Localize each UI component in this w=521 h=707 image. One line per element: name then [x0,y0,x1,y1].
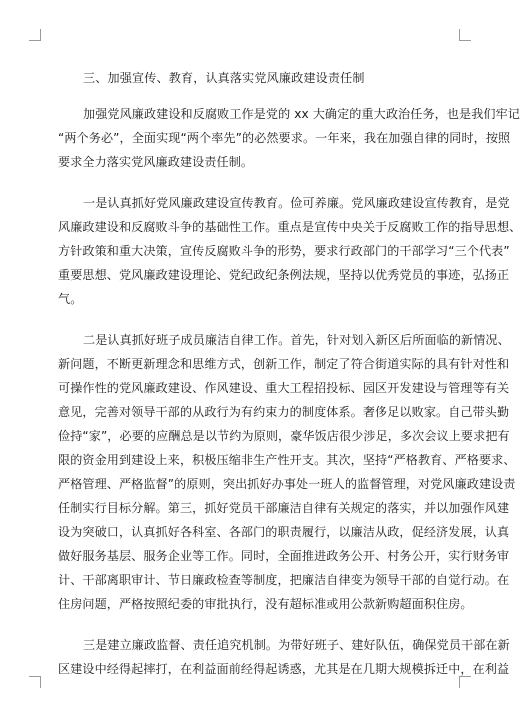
text-line: 方针政策和重大决策，宣传反腐败斗争的形势，要求行政部门的干部学习“三个代表” [58,244,510,258]
crop-mark-top-right [459,29,460,41]
text-line: “两个务必”，全面实现“两个率先”的必然要求。一年来，我在加强自律的同时，按照 [58,131,511,145]
text-line: 意见，完善对领导干部的从政行为有约束力的制度体系。奢侈足以败家。自己带头勤 [58,405,510,419]
text-line: 气。 [58,292,83,306]
text-line: 任制实行目标分解。第三，抓好党员干部廉洁自律有关规定的落实，并以加强作风建 [58,501,510,515]
crop-mark-bottom-right [459,676,471,677]
text-line: 风廉政建设和反腐败斗争的基础性工作。重点是宣传中央关于反腐败工作的指导思想、 [58,220,521,234]
crop-mark-top-left [40,29,41,41]
text-line: 三是建立廉政监督、责任追究机制。为带好班子、建好队伍，确保党员干部在新 [83,638,510,652]
crop-mark-bottom-right [459,676,460,688]
text-line: 二是认真抓好班子成员廉洁自律工作。首先，针对划入新区后所面临的新情况、 [83,333,510,347]
paragraph [58,328,516,616]
crop-mark-top-right [459,40,471,41]
text-line: 严格管理、严格监督”的原则，突出抓好办事处一班人的监督管理，对党风廉政建设责 [58,477,516,491]
text-line: 俭持“家”，必要的应酬总是以节约为原则，豪华饭店很少涉足，多次会议上要求把有 [58,429,510,443]
paragraph [58,191,521,311]
document-body [58,66,521,698]
text-line: 可操作性的党风廉政建设、作风建设、重大工程招投标、园区开发建设与管理等有关 [58,381,510,395]
text-line: 新问题，不断更新理念和思维方式，创新工作，制定了符合街道实际的具有针对性和 [58,357,510,371]
text-line: 区建设中经得起摔打，在利益面前经得起诱惑，尤其是在几期大规模拆迁中，在利益 [58,662,510,676]
text-line: 限的资金用到建设上来，积极压缩非生产性开支。其次，坚持“严格教育、严格要求、 [58,453,516,467]
crop-mark-bottom-left [40,676,41,688]
text-line: 计、干部离职审计、节日廉政检查等制度，把廉洁自律变为领导干部的自觉行动。在 [58,573,510,587]
text-line: 住房问题，严格按照纪委的审批执行，没有超标准或用公款新购超面积住房。 [58,597,473,611]
text-line: 加强党风廉政建设和反腐败工作是党的 xx 大确定的重大政治任务，也是我们牢记 [83,107,520,121]
text-line: 一是认真抓好党风廉政建设宣传教育。俭可养廉。党风廉政建设宣传教育，是党 [83,196,510,210]
text-line: 设为突破口，认真抓好各科室、各部门的职责履行，以廉洁从政，促经济发展，认真 [58,525,510,539]
text-line: 要求全力落实党风廉政建设责任制。 [58,155,254,169]
text-line: 重要思想、党风廉政建设理论、党纪政纪条例法规，坚持以优秀党员的事迹，弘扬正 [58,268,510,282]
section-heading: 三、加强宣传、教育，认真落实党风廉政建设责任制 [83,71,365,85]
paragraph [58,102,520,174]
paragraph [58,633,510,681]
text-line: 做好服务基层、服务企业等工作。同时，全面推进政务公开、村务公开，实行财务审 [58,549,510,563]
